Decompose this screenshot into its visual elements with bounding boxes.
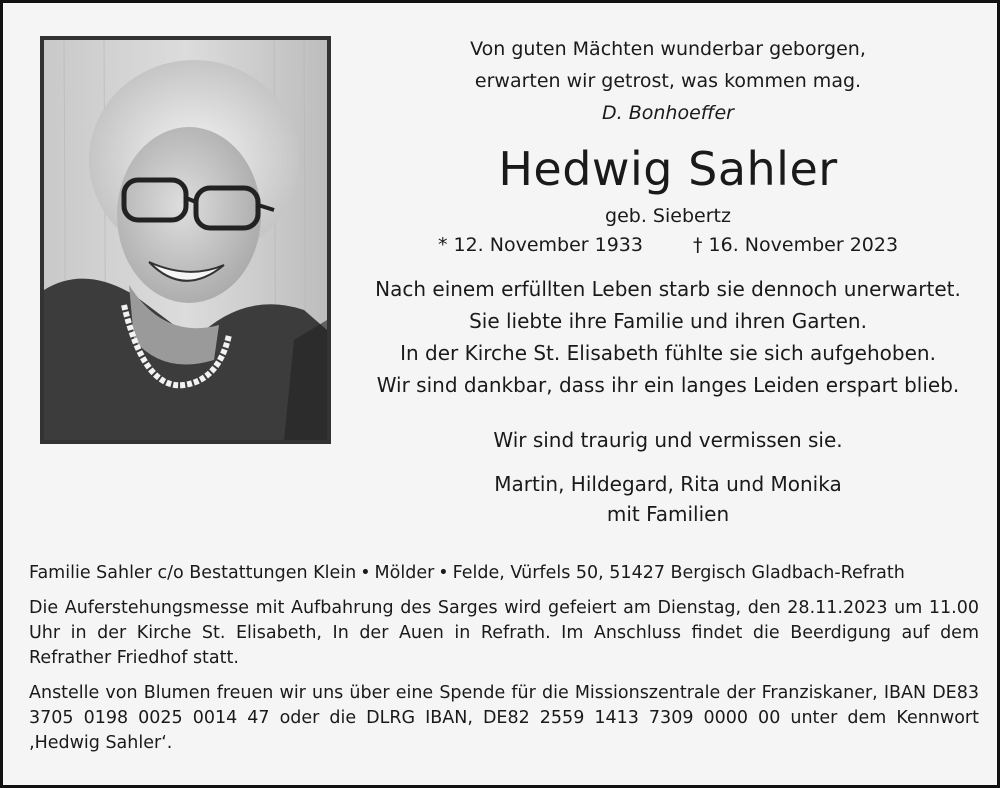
quote-author: D. Bonhoeffer	[602, 102, 734, 124]
death-date: † 16. November 2023	[693, 234, 899, 256]
funeral-service-info: Die Auferstehungsmesse mit Aufbahrung des Sarges wird gefeiert am Dienstag, den 28.11.2023 um 11.00 Uhr in der Kirche St. Elisabeth, In der Auen in Refrath. Im Anschluss findet die Beerdigung auf dem Refrather Friedhof statt.	[29, 598, 979, 668]
contact-address	[29, 561, 979, 586]
address-part: Mölder	[374, 563, 435, 583]
text-line: Sie liebte ihre Familie und ihren Garten.	[469, 309, 867, 333]
quote-line: erwarten wir getrost, was kommen mag.	[474, 70, 862, 92]
text-line: In der Kirche St. Elisabeth fühlte sie sich aufgehoben.	[400, 341, 936, 365]
mourners	[343, 469, 993, 529]
quote-line: Von guten Mächten wunderbar geborgen,	[470, 38, 866, 60]
notice-details	[29, 561, 979, 766]
life-dates	[343, 231, 993, 259]
portrait-photo	[40, 36, 331, 444]
address-part: Felde, Vürfels 50, 51427 Bergisch Gladbach-Refrath	[452, 563, 905, 583]
main-text-column	[343, 33, 993, 529]
donation-info: Anstelle von Blumen freuen wir uns über eine Spende für die Missionszentrale der Franziskaner, IBAN DE83 3705 0198 0025 0014 47 oder die DLRG IBAN, DE82 2559 1413 7309 0000 00 unter dem Kennwort ‚Hedwig Sahler‘.	[29, 683, 979, 753]
text-line: Wir sind dankbar, dass ihr ein langes Leiden erspart blieb.	[376, 373, 960, 397]
birth-name: geb. Siebertz	[605, 205, 731, 227]
portrait-image	[44, 40, 327, 440]
obituary-text	[343, 273, 993, 401]
bullet-separator: •	[438, 563, 449, 583]
mourners-line: mit Familien	[606, 502, 730, 526]
birth-date: * 12. November 1933	[437, 234, 643, 256]
bullet-separator: •	[360, 563, 371, 583]
address-part: Familie Sahler c/o Bestattungen Klein	[29, 563, 357, 583]
deceased-name: Hedwig Sahler	[498, 142, 838, 196]
mourners-line: Martin, Hildegard, Rita und Monika	[494, 472, 842, 496]
mourning-line: Wir sind traurig und vermissen sie.	[493, 428, 843, 452]
text-line: Nach einem erfüllten Leben starb sie dennoch unerwartet.	[375, 277, 961, 301]
